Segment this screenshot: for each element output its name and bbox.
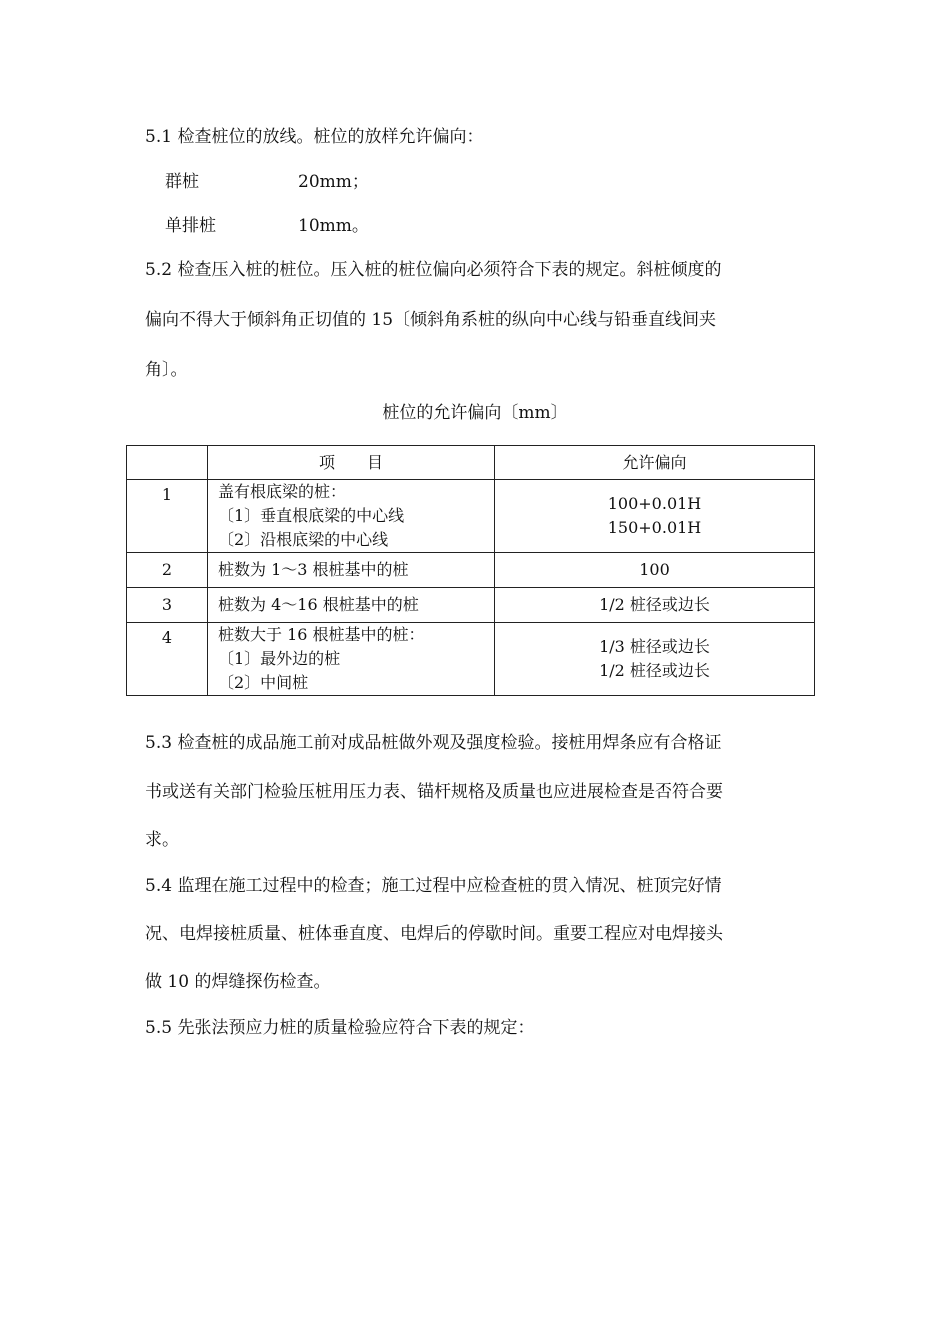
group-pile-label: 群桩 (165, 172, 199, 192)
table-header-row (127, 446, 815, 480)
group-pile-value: 20mm； (298, 172, 369, 192)
row-item-line: 〔2〕中间桩 (218, 673, 309, 692)
table-caption: 桩位的允许偏向〔mm〕 (382, 403, 568, 423)
single-row-pile-value: 10mm。 (298, 216, 369, 236)
row-value: 1/2 桩径或边长 (495, 588, 815, 623)
section-5-4-line-2: 况、电焊接桩质量、桩体垂直度、电焊后的停歇时间。重要工程应对电焊接头 (145, 924, 723, 944)
row-value-line: 150+0.01H (607, 518, 702, 537)
row-number: 3 (127, 588, 208, 623)
section-5-4-line-1: 5.4 监理在施工过程中的检查；施工过程中应检查桩的贯入情况、桩顶完好情 (145, 876, 722, 896)
row-number: 1 (127, 480, 208, 553)
table-row (127, 480, 815, 553)
row-item-line: 〔1〕垂直根底梁的中心线 (218, 506, 405, 525)
row-item-line: 〔1〕最外边的桩 (218, 649, 341, 668)
row-item-line: 〔2〕沿根底梁的中心线 (218, 530, 389, 549)
header-cell-allowed: 允许偏向 (495, 446, 815, 480)
section-5-2-line-3: 角〕。 (145, 360, 188, 380)
row-value (495, 623, 815, 696)
section-5-2-line-1: 5.2 检查压入桩的桩位。压入桩的桩位偏向必须符合下表的规定。斜桩倾度的 (145, 260, 722, 280)
row-number: 2 (127, 553, 208, 588)
row-item-line: 盖有根底梁的桩： (218, 482, 347, 501)
section-5-1-text: 5.1 检查桩位的放线。桩位的放样允许偏向： (145, 127, 484, 147)
row-value-line: 1/2 桩径或边长 (599, 661, 710, 680)
header-cell-number (127, 446, 208, 480)
table-row (127, 623, 815, 696)
row-value: 100 (495, 553, 815, 588)
row-item: 桩数为 4～16 根桩基中的桩 (208, 588, 495, 623)
row-item (208, 480, 495, 553)
pile-deviation-table (126, 445, 815, 696)
single-row-pile-label: 单排桩 (165, 216, 216, 236)
row-item (208, 623, 495, 696)
row-item-line: 桩数大于 16 根桩基中的桩： (218, 625, 425, 644)
row-value (495, 480, 815, 553)
row-number: 4 (127, 623, 208, 696)
section-5-2-line-2: 偏向不得大于倾斜角正切值的 15〔倾斜角系桩的纵向中心线与铅垂直线间夹 (145, 310, 717, 330)
row-value-line: 1/3 桩径或边长 (599, 637, 710, 656)
table-row (127, 553, 815, 588)
section-5-3-line-2: 书或送有关部门检验压桩用压力表、锚杆规格及质量也应进展检查是否符合要 (145, 782, 723, 802)
row-value-line: 100+0.01H (607, 494, 702, 513)
section-5-3-line-1: 5.3 检查桩的成品施工前对成品桩做外观及强度检验。接桩用焊条应有合格证 (145, 733, 722, 753)
section-5-4-line-3: 做 10 的焊缝探伤检查。 (145, 972, 331, 992)
header-cell-item: 项 目 (208, 446, 495, 480)
section-5-5-text: 5.5 先张法预应力桩的质量检验应符合下表的规定： (145, 1018, 535, 1038)
row-item: 桩数为 1～3 根桩基中的桩 (208, 553, 495, 588)
table-row (127, 588, 815, 623)
section-5-3-line-3: 求。 (145, 830, 179, 850)
